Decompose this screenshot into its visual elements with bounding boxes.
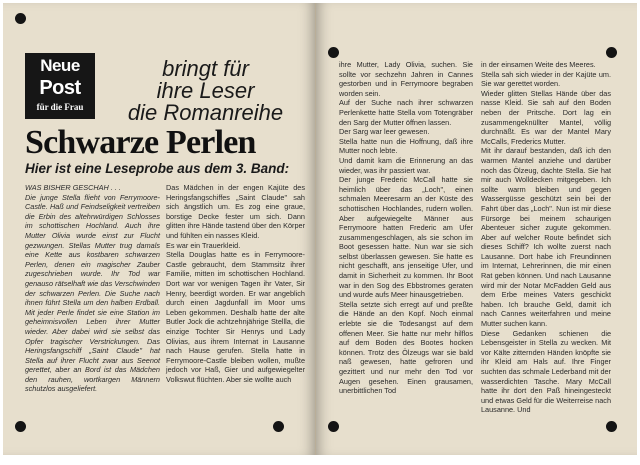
story-paragraph: Diese Gedanken schienen die Lebensgeister in Stella zu wecken. Mit vor Kälte zitternden Händen knöpfte sie ihr Kleid am Hals auf. Ihre Finger suchten das schmale Lederband mit der wasserdichten Tasche. Mary McCall hatte ihr dort den Paß hineingesteckt und etwas Geld für die Weiterreise nach Lausanne. Und [481,328,611,415]
story-paragraph: Auf der Suche nach ihrer schwarzen Perlenkette hatte Stella vom Totengräber den Sarg der Mutter öffnen lassen. [339,98,473,127]
story-paragraph: Stella sah sich wieder in der Kajüte um. Sie war gerettet worden. [481,69,611,89]
binder-hole [606,47,617,58]
story-paragraph: Der junge Frederic McCall hatte sie heimlich über das „Loch", einen schmalen Meeresarm an der Küste des schottischen Hochlandes, rudern wollen. Aber aufgewiegelte Männer aus Ferrymoore hatten Frederic am Ufer zusammengeschlagen, als sie schon im Boot gesessen hatte. Nun war sie sich selbst überlassen gewesen. Sie hatte es nicht geschafft, ans jenseitige Ufer, und damit in Sicherheit zu kommen. Ihr Boot war in den Sog des Ebbstromes geraten und wurde aufs Meer hinausgetrieben. [339,175,473,300]
story-paragraph: Mit ihr darauf bestanden, daß ich den warmen Mantel anziehe und darüber noch das Ölzeug, dachte Stella. Sie hat mir auch Wolldecken mitgegeben. Ich sollte warm bleiben und gegen Wassergüsse geschützt sein bei der Fahrt über das „Loch". Nun ist mir diese Fürsorge bei meinem schaurigen Abenteuer sicher zugute gekommen. Aber auf welcher Route befindet sich dieses Schiff? Ich wollte zuerst nach Lausanne. Dort habe ich Freundinnen im Internat, Lehrerinnen, die mir einen Rat geben können. Und nach Lausanne wird mir der Notar McFadden Geld aus dem Erbe meines Vaters geschickt haben. Ich brauche Geld, damit ich nach Cannes weiterfahren und meine Mutter suchen kann. [481,146,611,329]
binder-hole [15,13,26,24]
story-paragraph: ihre Mutter, Lady Olivia, suchen. Sie sollte vor sechzehn Jahren in Cannes gestorben und in Ferrymoore begraben worden sein. [339,60,473,98]
neue-post-logo [25,53,95,119]
tagline-line-2: ihre Leser [156,78,255,103]
story-column-1 [166,183,305,384]
magazine-spread [3,3,637,455]
story-paragraph: Und damit kam die Erinnerung an das wieder, was ihr passiert war. [339,155,473,175]
summary-heading: WAS BISHER GESCHAH . . . [25,183,121,192]
logo-line-3: für die Frau [36,102,84,112]
summary-column [25,183,160,394]
tagline-line-3: die Romanreihe [127,100,284,125]
tagline-line-1: bringt für [162,56,249,81]
logo-line-1: Neue [40,56,80,75]
headline: Schwarze Perlen [25,124,256,161]
right-page [316,3,637,455]
left-page [3,3,316,455]
story-paragraph: Das Mädchen in der engen Kajüte des Heringsfangschiffes „Saint Claude" sah sich ängstlich um. Es zog eine graue, borstige Decke fester um sich. Dann glitten ihre Hände tastend über den Körper und fühlten ein nasses Kleid. [166,183,305,240]
logo-line-2: Post [39,77,81,99]
summary-paragraph: Die junge Stella flieht von Ferrymoore-Castle. Haß und Feindseligkeit vertreiben die Erbin des altehrwürdigen Schlosses im schottischen Hochland. Auch ihre Mutter Olivia wurde einst zur Flucht gezwungen. Stellas Mutter trug damals eine Kette aus kostbaren schwarzen Perlen, denen ein magischer Zauber zugeschrieben wurde. Ihr Tod war genauso rätselhaft wie das Verschwinden der schwarzen Perlen. Die Suche nach ihnen führt Stella um den halben Erdball. Mit jeder Perle findet sie eine Station im geheimnisvollen Leben ihrer Mutter wieder. Aber dabei wird sie selbst das Opfer tragischer Verstrickungen. Das Heringsfangschiff „Saint Claude" hat Stella auf ihrer Flucht zwar aus Seenot gerettet, aber an Bord ist das Mädchen den rauhen, wortkargen Männern schutzlos ausgeliefert. [25,192,160,394]
subheadline: Hier ist eine Leseprobe aus dem 3. Band: [25,161,290,176]
story-column-3 [481,60,611,415]
story-paragraph: Stella setzte sich erregt auf und preßte die Hände an den Kopf. Noch einmal erlebte sie die Todesangst auf dem offenen Meer. Sie hatte nur mehr hilflos auf dem Boden des Bootes hocken können. Trotz des Ölzeugs war sie bald naß gewesen, hatte gefroren und gezittert und nur mehr den Tod vor Augen gesehen. Einen grausamen, unerbittlichen Tod [339,299,473,396]
story-paragraph: Stella hatte nun die Hoffnung, daß ihre Mutter noch lebte. [339,136,473,156]
story-paragraph: in der einsamen Weite des Meeres. [481,60,596,69]
binder-hole [273,421,284,432]
binder-hole [15,421,26,432]
binder-hole [328,421,339,432]
story-paragraph: Wieder glitten Stellas Hände über das nasse Kleid. Sie sah auf den Boden neben der Pritsche. Dort lag ein zusammengeknüllter Mantel, völlig durchnäßt. Es war der Mantel Mary McCalls, Frederics Mutter. [481,88,611,146]
binder-hole [606,421,617,432]
story-paragraph: Stella Douglas hatte es in Ferrymoore-Castle gebraucht, dem Stammsitz ihrer Familie, mitten im schottischen Hochland. Dort war vor wenigen Tagen ihr Vater, Sir Henry, beerdigt worden. Er war angeblich durch einen Jagdunfall im Moor ums Leben gekommen. Deshalb hatte der alte Butler Jock die achtzehnjährige Stellla, die einzige Tochter Sir Henrys und Lady Olivias, aus ihrem Internat in Lausanne nach Hause gerufen. Stella hatte in Ferrymoore-Castle bleiben wollen, mußte jedoch vor Haß, Gier und aufgewiegelter Volkswut flüchten. Aber sie wollte auch [166,250,305,384]
story-paragraph: Der Sarg war leer gewesen. [339,127,430,137]
binder-hole [328,47,339,58]
story-paragraph: Es war ein Trauerkleid. [166,240,241,250]
story-column-2 [339,60,473,396]
